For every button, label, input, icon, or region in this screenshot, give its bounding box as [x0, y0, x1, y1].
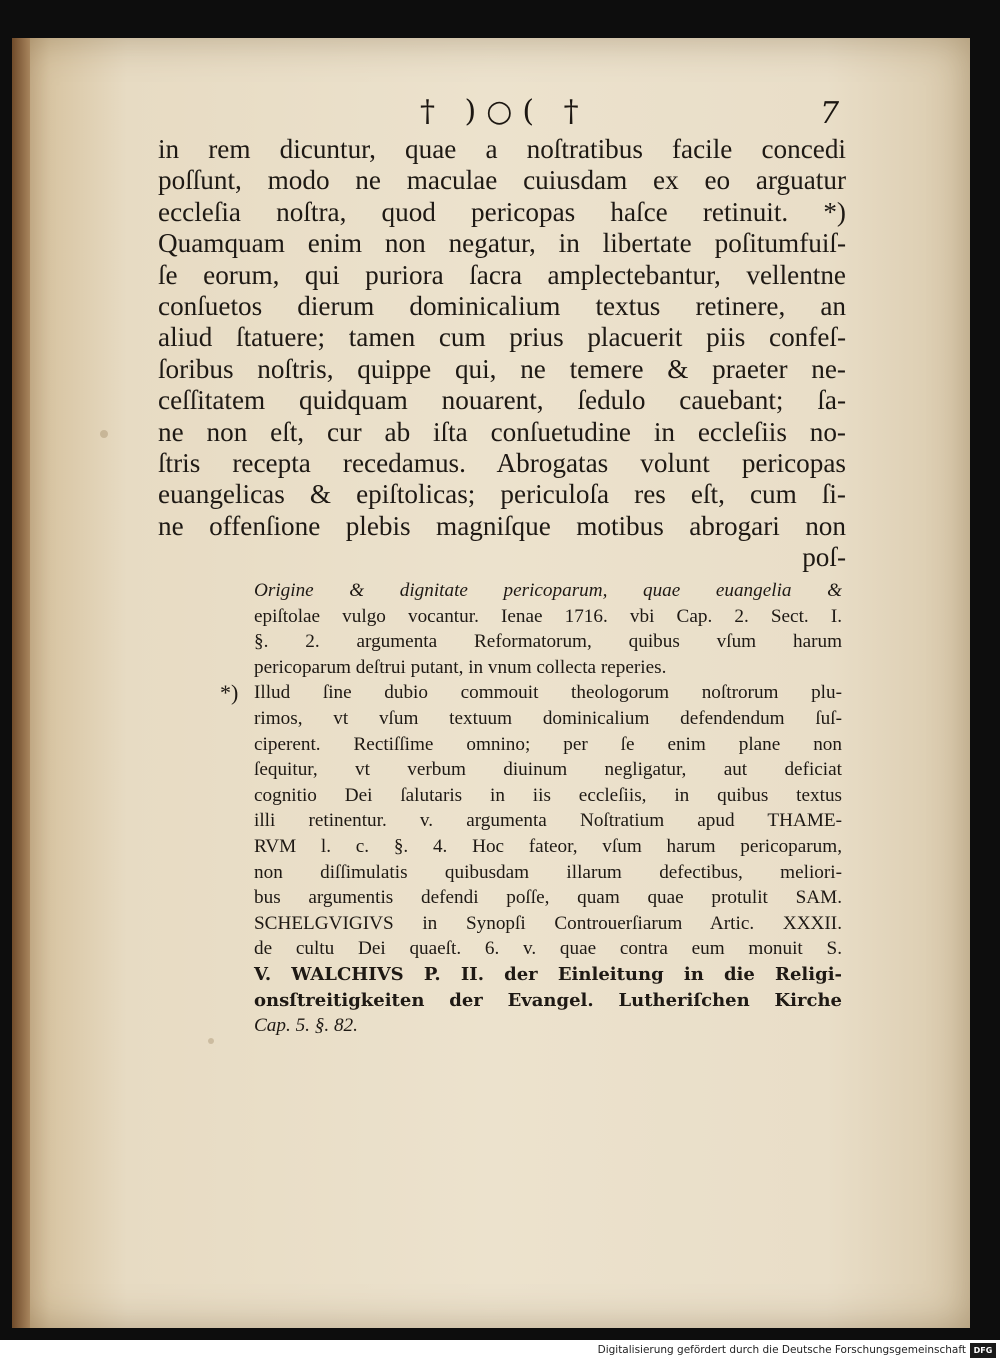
footnote-line: pericoparum deſtrui putant, in vnum collecta reperies.: [254, 656, 667, 678]
footnote-line: ſequitur, vt verbum diuinum negligatur, aut deficiat: [254, 759, 842, 781]
dfg-logo: DFG: [970, 1343, 996, 1358]
footnote-line: onsſtreitigkeiten der Evangel. Lutheriſchen Kirche: [254, 989, 842, 1011]
footnote-line: non diſſimulatis quibusdam illarum defectibus, meliori-: [254, 861, 842, 883]
header-ornament: † )○( †: [420, 94, 589, 129]
footnote-line: Origine & dignitate pericoparum, quae euangelia &: [254, 580, 842, 601]
text-line: aliud ſtatuere; tamen cum prius placuerit piis confeſ-: [158, 322, 846, 353]
footnote-line: cognitio Dei ſalutaris in iis eccleſiis, in quibus textus: [254, 784, 842, 806]
footnote-marker: *): [220, 680, 239, 706]
footnote-line: bus argumentis defendi poſſe, quam quae protulit SAM.: [254, 887, 842, 909]
footnote-line: epiſtolae vulgo vocantur. Ienae 1716. vbi Cap. 2. Sect. I.: [254, 605, 842, 627]
text-line: ſtris recepta recedamus. Abrogatas volunt pericopas: [158, 447, 846, 478]
footnote-line: §. 2. argumenta Reformatorum, quibus vſum harum: [254, 631, 842, 653]
footnote-line: de cultu Dei quaeſt. 6. v. quae contra eum monuit S.: [254, 938, 842, 960]
catchword: poſ-: [802, 542, 846, 573]
footnote-line: illi retinentur. v. argumenta Noſtratium apud THAME-: [254, 810, 842, 832]
main-text-block: [158, 134, 846, 573]
footnote-line: SCHELGVIGIVS in Synopſi Controuerſiarum Artic. XXXII.: [254, 912, 842, 934]
credit-bar: [0, 1340, 1000, 1362]
running-head: [12, 94, 970, 134]
text-line: ceſſitatem quidquam nouarent, ſedulo cauebant; ſa-: [158, 385, 846, 416]
text-line: ne offenſione plebis magniſque motibus abrogari non: [158, 510, 846, 541]
text-line: eccleſia noſtra, quod pericopas haſce retinuit. *): [158, 196, 846, 227]
text-line: ſe eorum, qui puriora ſacra amplectebantur, vellentne: [158, 259, 846, 290]
footnote-line: Illud ſine dubio commouit theologorum noſtrorum plu-: [254, 682, 842, 704]
text-line: euangelicas & epiſtolicas; periculoſa res eſt, cum ſi-: [158, 479, 846, 510]
page-number: 7: [820, 96, 840, 131]
text-line: poſſunt, modo ne maculae cuiusdam ex eo arguatur: [158, 165, 846, 196]
paper-spot: [100, 430, 108, 438]
text-line: Quamquam enim non negatur, in libertate poſitumfuiſ-: [158, 228, 846, 259]
funding-credit: Digitalisierung gefördert durch die Deutsche Forschungsgemeinschaft: [597, 1344, 966, 1356]
footnote-line: V. WALCHIVS P. II. der Einleitung in die Religi-: [254, 963, 842, 985]
page-binding-edge: [12, 38, 30, 1328]
text-line: conſuetos dierum dominicalium textus retinere, an: [158, 290, 846, 321]
footnote: [220, 680, 842, 1038]
paper-spot: [208, 1038, 214, 1044]
text-line: ſoribus noſtris, quippe qui, ne temere & praeter ne-: [158, 353, 846, 384]
text-line: ne non eſt, cur ab iſta conſuetudine in eccleſiis no-: [158, 416, 846, 447]
footnotes-block: [220, 578, 842, 1039]
footnote-line: rimos, vt vſum textuum dominicalium defendendum ſuſ-: [254, 707, 842, 729]
footnote-line: RVM l. c. §. 4. Hoc fateor, vſum harum pericoparum,: [254, 835, 842, 857]
text-line: in rem dicuntur, quae a noſtratibus facile concedi: [158, 134, 846, 164]
book-page: [12, 38, 970, 1328]
footnote-line: ciperent. Rectiſſime omnino; per ſe enim plane non: [254, 733, 842, 755]
footnote-line: Cap. 5. §. 82.: [254, 1015, 358, 1037]
